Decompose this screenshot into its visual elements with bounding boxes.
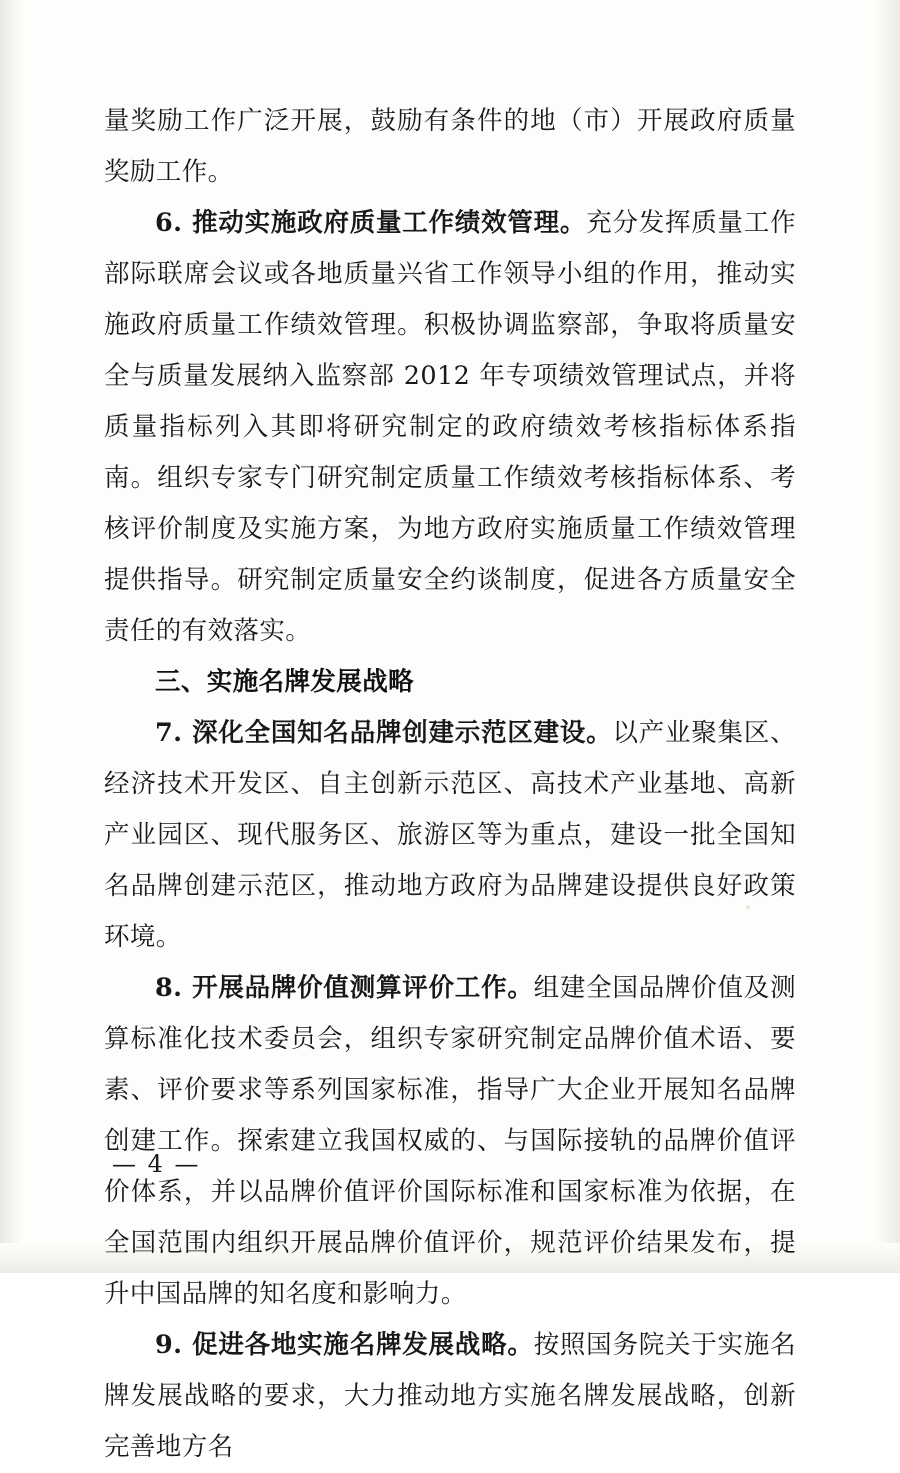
paragraph-item-6 [104, 198, 796, 657]
paragraph-item-8 [104, 963, 796, 1320]
page-number: — 4 — [112, 1150, 201, 1178]
paragraph-text-6: 充分发挥质量工作部际联席会议或各地质量兴省工作领导小组的作用，推动实施政府质量工作绩效管理。积极协调监察部，争取将质量安全与质量发展纳入监察部 2012 年专项绩效管理试点，并将质量指标列入其即将研究制定的政府绩效考核指标体系指南。组织专家专门研究制定质量工作绩效考核指标体系、考核评价制度及实施方案，为地方政府实施质量工作绩效管理提供指导。研究制定质量安全约谈制度，促进各方质量安全责任的有效落实。 [104, 208, 797, 646]
paragraph-item-9 [104, 1320, 796, 1473]
section-heading-text: 三、实施名牌发展战略 [155, 667, 415, 697]
page-edge-right [874, 0, 900, 1273]
document-body [104, 96, 796, 1473]
section-heading-3 [104, 657, 796, 708]
page-footer [104, 1150, 796, 1178]
paragraph-continuation [104, 96, 796, 198]
paragraph-text-8: 组建全国品牌价值及测算标准化技术委员会，组织专家研究制定品牌价值术语、要素、评价要求等系列国家标准，指导广大企业开展知名品牌创建工作。探索建立我国权威的、与国际接轨的品牌价值评价体系，并以品牌价值评价国际标准和国家标准为依据，在全国范围内组织开展品牌价值评价，规范评价结果发布，提升中国品牌的知名度和影响力。 [104, 973, 796, 1309]
paragraph-lead-6: 6. 推动实施政府质量工作绩效管理。 [155, 208, 587, 238]
paragraph-text-7: 以产业聚集区、经济技术开发区、自主创新示范区、高技术产业基地、高新产业园区、现代服务区、旅游区等为重点，建设一批全国知名品牌创建示范区，推动地方政府为品牌建设提供良好政策环境。 [104, 718, 796, 952]
paragraph-lead-9: 9. 促进各地实施名牌发展战略。 [155, 1330, 534, 1360]
paragraph-lead-7: 7. 深化全国知名品牌创建示范区建设。 [155, 718, 613, 748]
paragraph-text: 量奖励工作广泛开展，鼓励有条件的地（市）开展政府质量奖励工作。 [104, 106, 796, 187]
paragraph-item-7 [104, 708, 796, 963]
paragraph-text-9: 按照国务院关于实施名牌发展战略的要求，大力推动地方实施名牌发展战略，创新完善地方名 [104, 1330, 796, 1462]
page-edge-left [0, 0, 22, 1273]
paragraph-lead-8: 8. 开展品牌价值测算评价工作。 [155, 973, 534, 1003]
